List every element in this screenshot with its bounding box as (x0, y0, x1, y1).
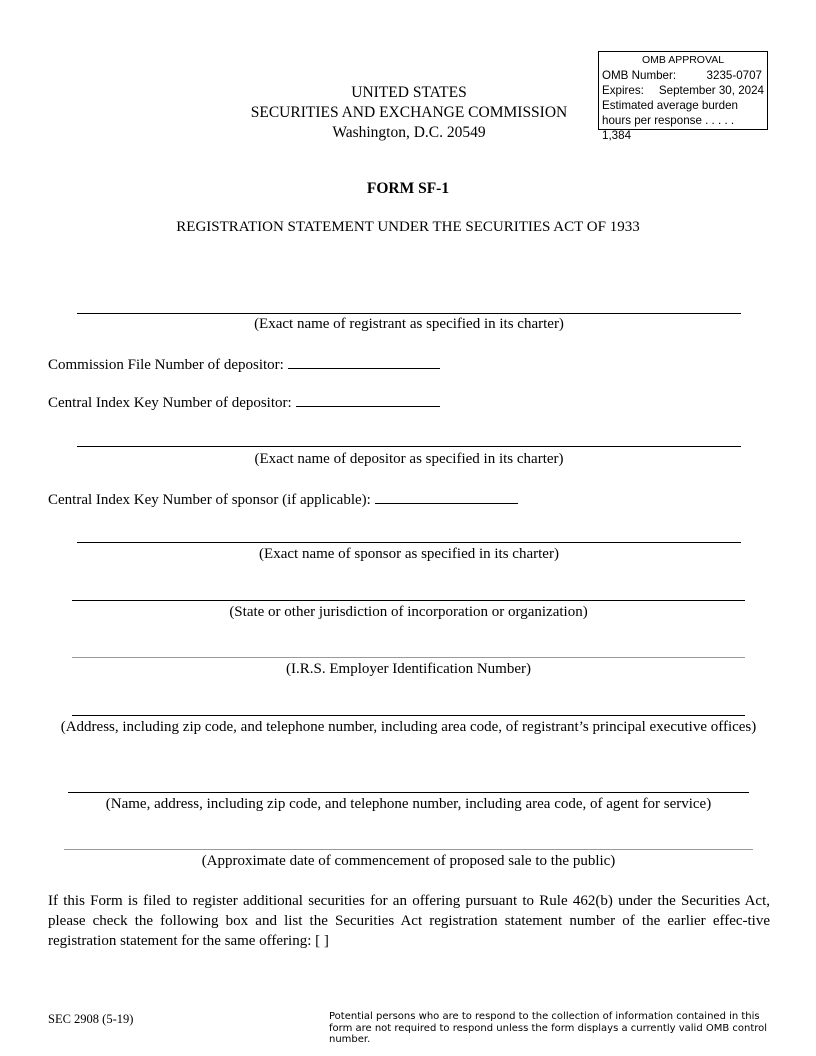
omb-approval-box (598, 51, 768, 142)
agency-line1: UNITED STATES (351, 84, 467, 101)
omb-number-value: 3235-0707 (706, 69, 762, 82)
irs-number-line[interactable] (72, 657, 745, 658)
form-title: FORM SF-1 (366, 180, 450, 197)
jurisdiction-line[interactable] (72, 600, 745, 601)
omb-expires-label: Expires: (602, 84, 644, 97)
address-line[interactable] (72, 715, 745, 716)
commission-file-label: Commission File Number of depositor: (48, 357, 284, 373)
cik-sponsor-input[interactable] (375, 489, 518, 504)
commission-file-field (48, 354, 440, 375)
omb-heading: OMB APPROVAL (641, 54, 725, 66)
agency-location: Washington, D.C. 20549 (332, 124, 486, 141)
sale-date-caption: (Approximate date of commencement of proposed sale to the public) (201, 853, 616, 869)
omb-number-row (602, 68, 764, 83)
commission-file-input[interactable] (288, 354, 440, 369)
omb-notice: Potential persons who are to respond to the collection of information contained in this form are not required to respond unless the form displays a currently valid OMB control number. (329, 1011, 768, 1045)
form-subtitle: REGISTRATION STATEMENT UNDER THE SECURITIES ACT OF 1933 (176, 219, 640, 235)
irs-number-caption: (I.R.S. Employer Identification Number) (286, 661, 531, 677)
cik-sponsor-field (48, 489, 518, 510)
omb-expires-value: September 30, 2024 (658, 84, 764, 97)
sponsor-name-caption: (Exact name of sponsor as specified in its charter) (259, 546, 559, 562)
address-caption: (Address, including zip code, and telephone number, including area code, of registrant’s principal executive offices) (60, 719, 757, 735)
omb-number-label: OMB Number: (602, 69, 677, 82)
cik-depositor-label: Central Index Key Number of depositor: (48, 395, 292, 411)
jurisdiction-caption: (State or other jurisdiction of incorporation or organization) (229, 604, 588, 620)
sale-date-line[interactable] (64, 849, 753, 850)
omb-burden-line2: hours per response . . . . . 1,384 (602, 114, 735, 142)
depositor-name-line[interactable] (77, 446, 741, 447)
agent-caption: (Name, address, including zip code, and telephone number, including area code, of agent for service) (105, 796, 712, 812)
rule-462b-paragraph: If this Form is filed to register additional securities for an offering pursuant to Rule 462(b) under the Securities Act, please check the following box and list the Securities Act registration statement number of the earlier effec-tive registration statement for the same offering: [ ] (48, 893, 770, 949)
registrant-name-line[interactable] (77, 313, 741, 314)
cik-depositor-input[interactable] (296, 392, 440, 407)
depositor-name-caption: (Exact name of depositor as specified in its charter) (254, 451, 564, 467)
form-code: SEC 2908 (5-19) (48, 1012, 134, 1026)
cik-depositor-field (48, 392, 440, 413)
registrant-name-caption: (Exact name of registrant as specified in its charter) (254, 316, 564, 332)
agent-line[interactable] (68, 792, 749, 793)
sponsor-name-line[interactable] (77, 542, 741, 543)
omb-expires-row (602, 83, 764, 98)
cik-sponsor-label: Central Index Key Number of sponsor (if applicable): (48, 492, 371, 508)
agency-line2: SECURITIES AND EXCHANGE COMMISSION (250, 104, 568, 121)
omb-burden-line1: Estimated average burden (602, 99, 738, 112)
